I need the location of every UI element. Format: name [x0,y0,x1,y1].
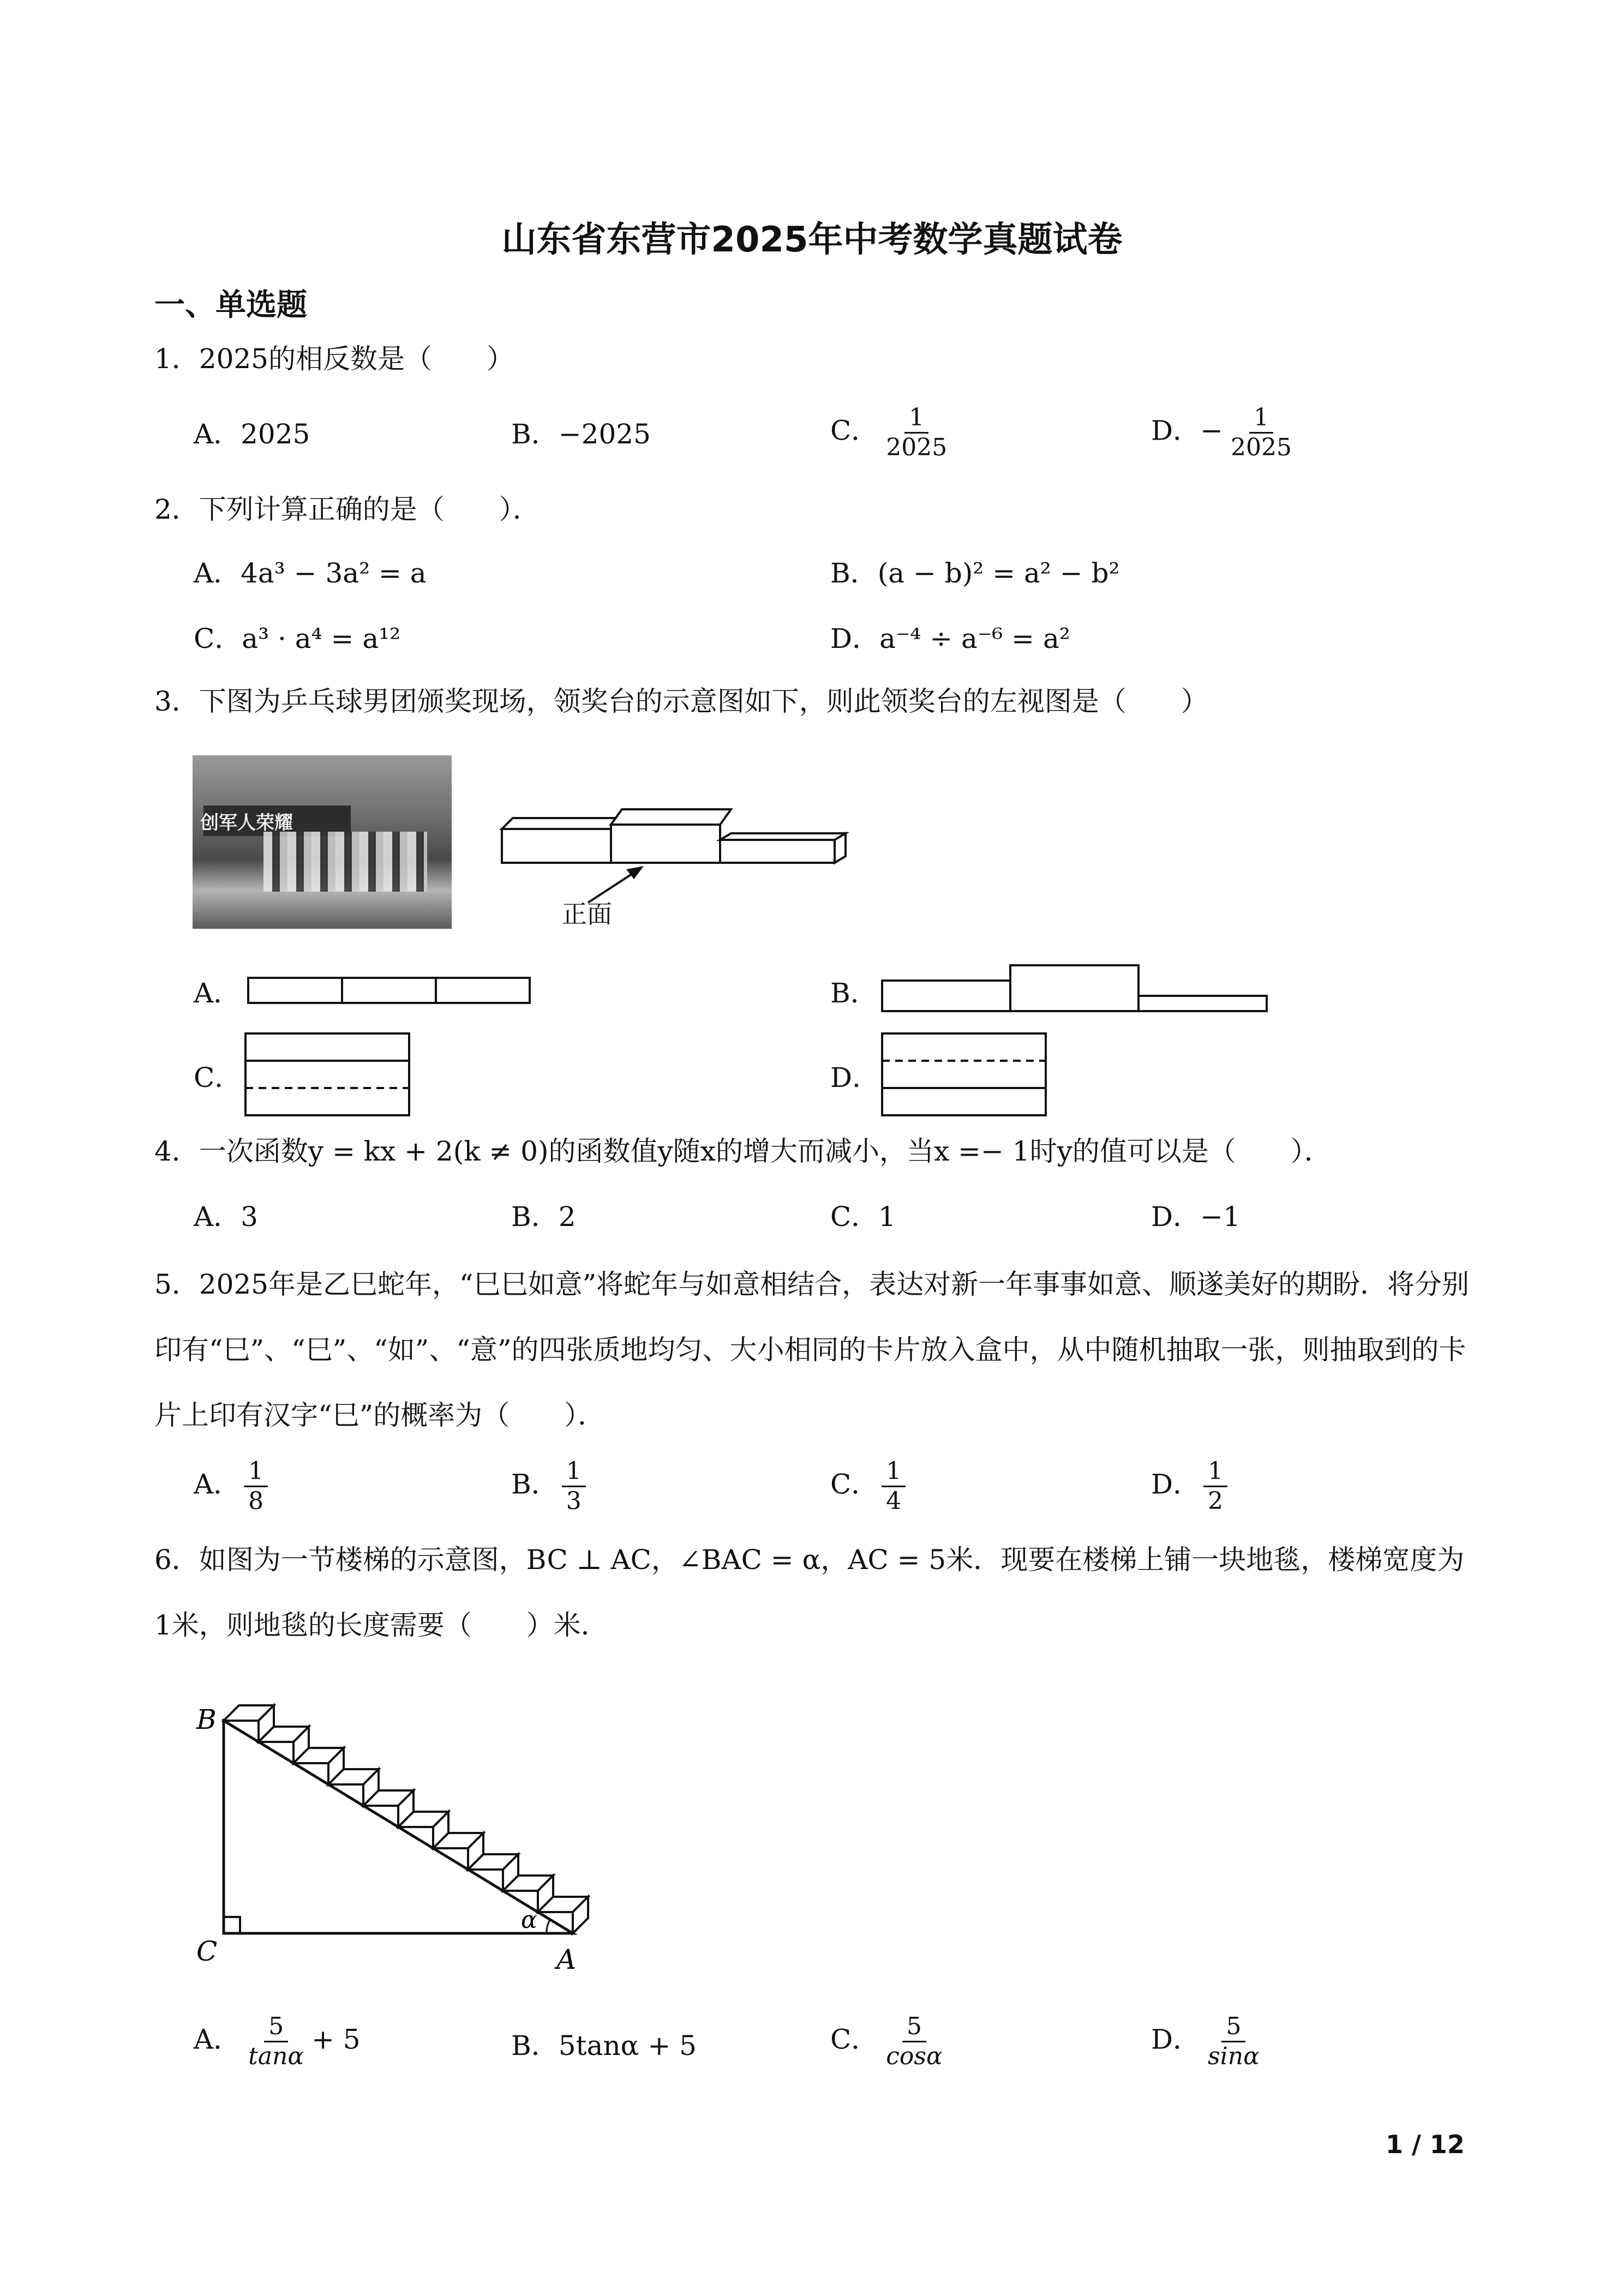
q5-b-denominator: 3 [566,1487,582,1515]
q3-option-c-figure [243,1031,415,1121]
q5-stem: 5．2025年是乙巳蛇年，“巳巳如意”将蛇年与如意相结合，表达对新一年事事如意、顺遂美好的期盼．将分别印有“巳”、“巳”、“如”、“意”的四张质地均匀、大小相同的卡片放入盒中，从中随机抽取一张，则抽取到的卡片上印有汉字“巳”的概率为（ ）． [154,1269,1470,1431]
q1-c-denominator: 2025 [886,434,948,461]
q5-c-denominator: 4 [886,1487,902,1515]
q2-option-c: C．a³ · a⁴ = a¹² [194,623,401,654]
q1-option-c [830,404,955,462]
page-number: 1 / 12 [1386,2130,1465,2159]
q6-option-a-label: A． [194,2023,241,2055]
q3-option-a: A． [194,977,241,1009]
q6-a-denominator: tanα [248,2042,304,2070]
q6-stem: 6．如图为一节楼梯的示意图，BC ⊥ AC，∠BAC = α，AC = 5米．现要在楼梯上铺一块地毯，楼梯宽度为1米，则地毯的长度需要（ ）米． [154,1544,1465,1641]
q1-option-d [1151,404,1299,462]
q6-d-denominator: sinα [1208,2042,1260,2070]
q6-option-c-label: C． [830,2023,879,2055]
q1-stem: 1．2025的相反数是（ ） [154,343,514,375]
q5-option-d [1151,1457,1231,1516]
q6-d-numerator: 5 [1221,2012,1245,2042]
q6-option-d [1151,2012,1267,2071]
q4-option-d: D．−1 [1151,1201,1241,1233]
staircase-diagram [185,1658,633,1974]
q2-option-d: D．a⁻⁴ ÷ a⁻⁶ = a² [830,623,1070,654]
q5-option-c [830,1457,909,1516]
q6-option-d-label: D． [1151,2023,1201,2055]
q5-d-numerator: 1 [1203,1457,1227,1487]
q3-stem: 3．下图为乒乓球男团颁奖现场，领奖台的示意图如下，则此领奖台的左视图是（ ） [154,686,1208,717]
q6-option-c [830,2012,950,2071]
q6-option-b: B．5tanα + 5 [511,2030,697,2061]
q4-option-c: C．1 [830,1201,896,1233]
q3-option-b: B． [830,977,878,1009]
q3-option-b-figure [879,963,1272,1017]
label-a: A [556,1944,577,1974]
q5-d-denominator: 2 [1208,1487,1224,1515]
q3-option-d-figure [879,1031,1051,1121]
q5-a-denominator: 8 [248,1487,264,1515]
q5-option-c-label: C． [830,1468,879,1500]
q5-option-d-label: D． [1151,1468,1201,1500]
q2-stem: 2．下列计算正确的是（ ）． [154,494,540,525]
q3-option-d: D． [830,1062,880,1093]
q6-c-numerator: 5 [902,2012,926,2042]
q1-option-d-label: D．− [1151,414,1223,447]
q5-option-a [194,1457,271,1516]
q3-option-a-figure [245,975,535,1008]
q5-c-numerator: 1 [882,1457,906,1487]
q5-option-b-label: B． [511,1468,559,1500]
q1-option-a: A．2025 [194,418,310,450]
podium-diagram [491,802,862,933]
label-c: C [196,1936,218,1967]
q4-stem: 4．一次函数y = kx + 2(k ≠ 0)的函数值y随x的增大而减小，当x =− 1时y的值可以是（ ）． [154,1135,1332,1167]
q2-option-a: A．4a³ − 3a² = a [194,557,427,589]
q1-d-numerator: 1 [1249,404,1273,434]
label-b: B [196,1704,217,1735]
q6-option-a [194,2012,361,2071]
q1-option-b: B．−2025 [511,418,651,450]
section-heading: 一、单选题 [154,287,307,323]
q5-b-numerator: 1 [562,1457,586,1487]
q6-c-denominator: cosα [886,2042,943,2070]
page-title: 山东省东营市2025年中考数学真题试卷 [501,220,1123,260]
label-alpha: α [521,1906,537,1934]
q5-option-b [511,1457,589,1516]
photo-caption: 创军人荣耀 [200,812,293,834]
q1-c-numerator: 1 [904,404,928,434]
q6-a-numerator: 5 [264,2012,288,2042]
q4-option-b: B．2 [511,1201,576,1233]
front-label: 正面 [562,899,612,929]
q3-option-c: C． [194,1062,242,1093]
q4-option-a: A．3 [194,1201,258,1233]
q2-option-b: B．(a − b)² = a² − b² [830,557,1120,589]
award-ceremony-photo [193,755,452,929]
q1-option-c-label: C． [830,414,879,447]
q6-option-a-tail: + 5 [311,2023,361,2055]
q5-option-a-label: A． [194,1468,241,1500]
q5-a-numerator: 1 [244,1457,268,1487]
q1-d-denominator: 2025 [1230,434,1292,461]
